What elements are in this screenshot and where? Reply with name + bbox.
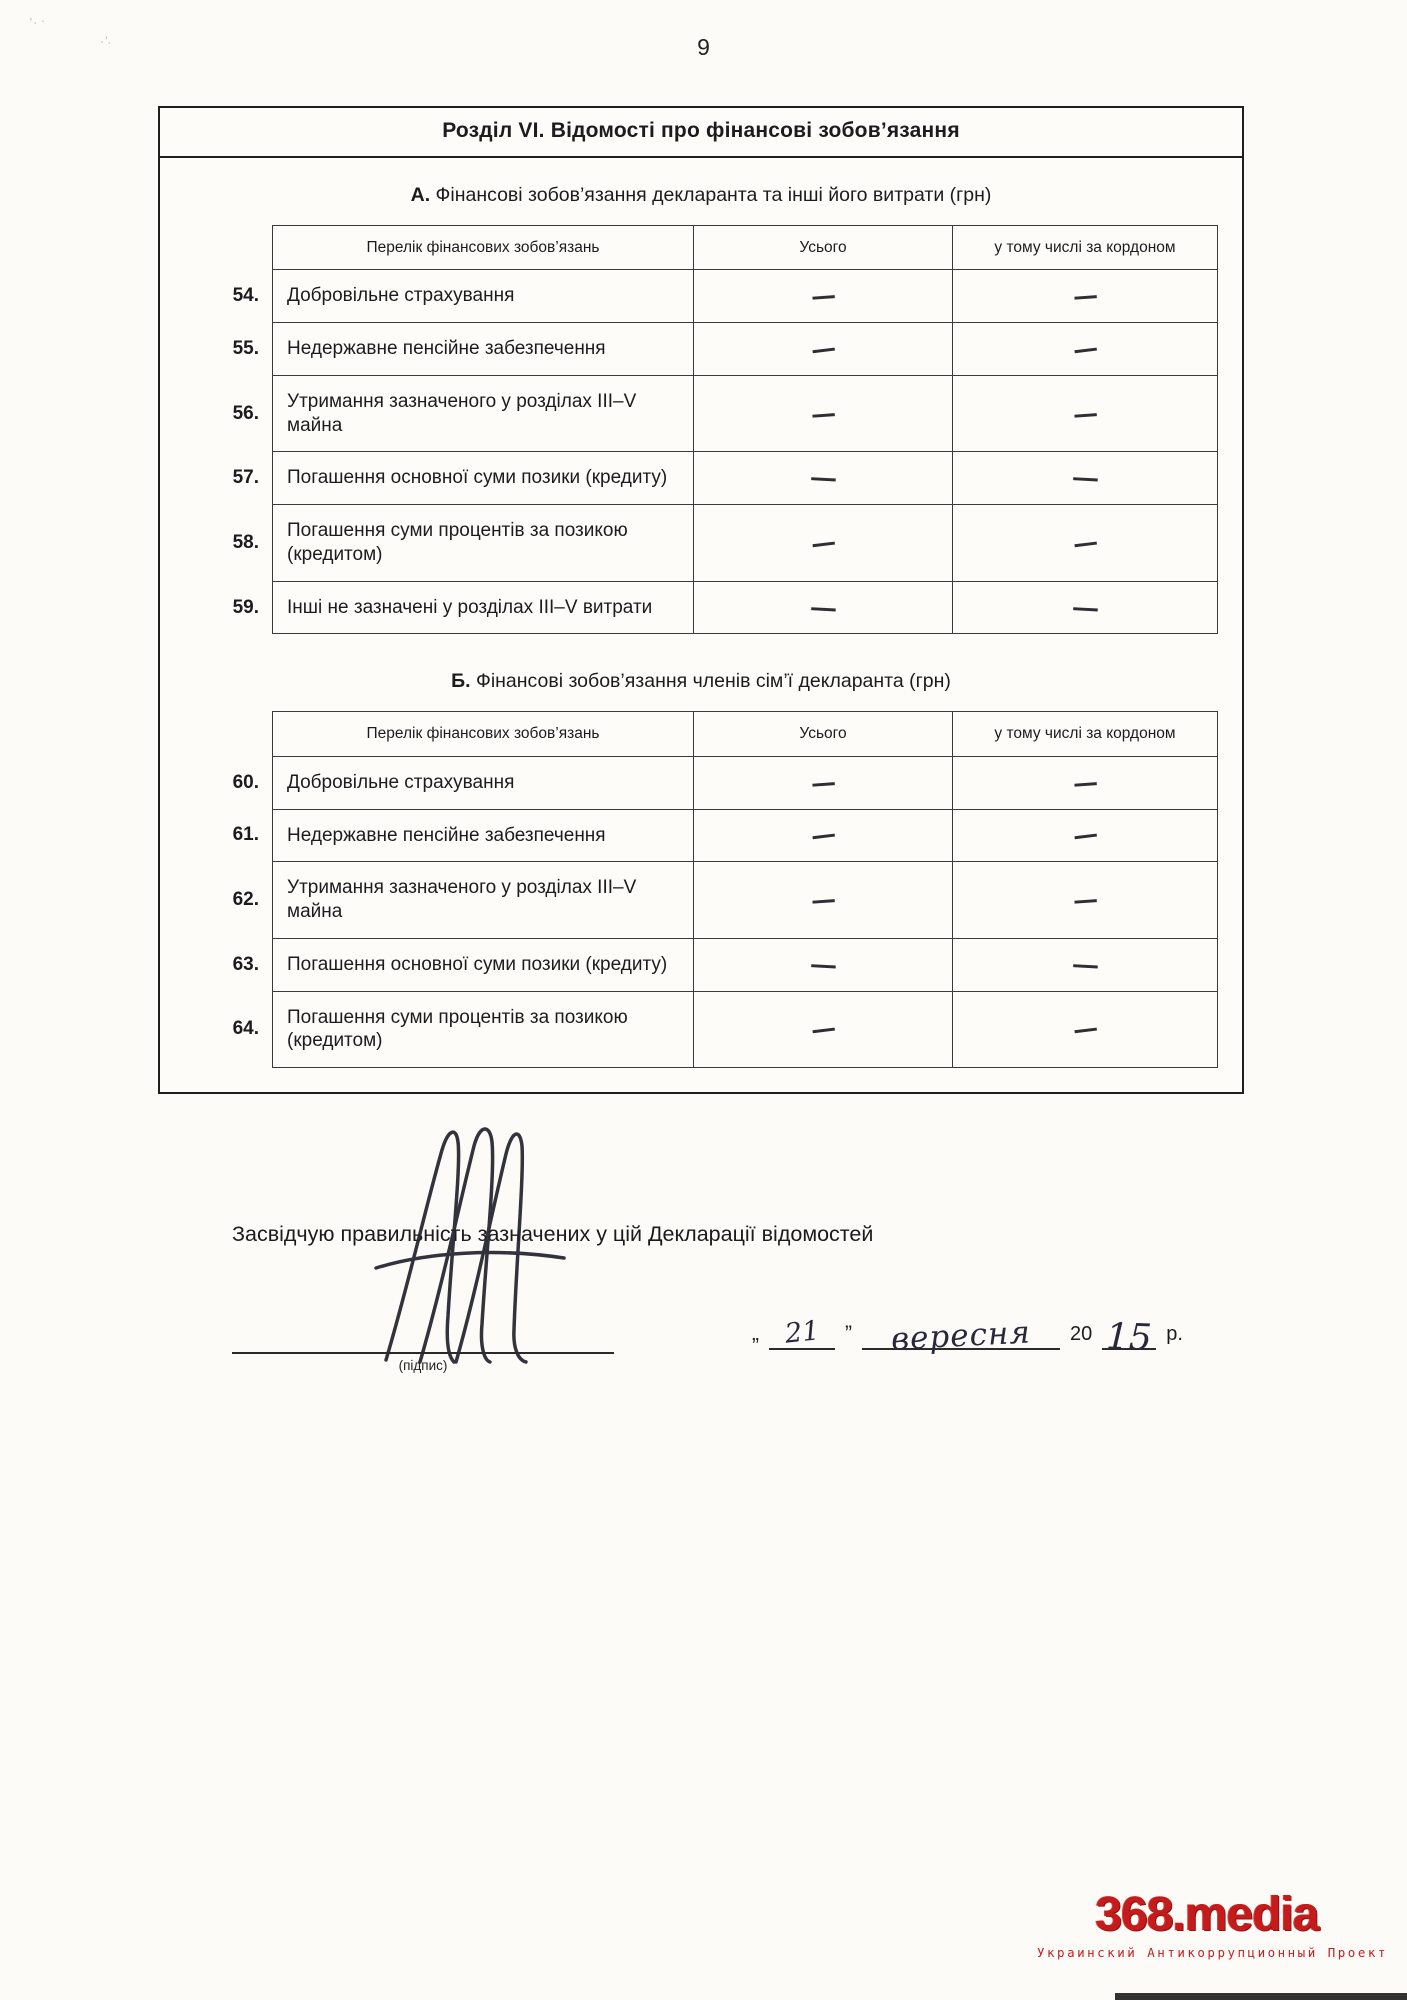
column-header-list: Перелік фінансових зобов’язань	[273, 226, 694, 270]
date-quote-close: ”	[845, 1322, 852, 1345]
attestation-text: Засвідчую правильність зазначених у цій Декларації відомостей	[232, 1222, 874, 1246]
handwritten-dash: —	[809, 884, 837, 915]
date-century: 20	[1070, 1323, 1093, 1345]
handwritten-dash: —	[808, 948, 838, 980]
row-total-cell	[694, 938, 953, 991]
table-row	[200, 323, 1218, 376]
date-year-slot	[1102, 1300, 1156, 1359]
row-number: 56.	[232, 402, 259, 424]
handwritten-dash: —	[1070, 332, 1100, 365]
table-row	[200, 991, 1218, 1068]
row-label: Добровільне страхування	[273, 756, 694, 809]
part-b-letter: Б.	[451, 670, 471, 693]
handwritten-dash: —	[809, 280, 837, 312]
handwritten-dash: —	[1070, 526, 1100, 559]
handwritten-dash: —	[1071, 884, 1099, 915]
handwritten-dash: —	[809, 397, 837, 429]
handwritten-dash: —	[1071, 397, 1099, 429]
handwritten-dash: —	[1071, 766, 1099, 798]
part-b-title-text: Фінансові зобов’язання членів сім’ї декларанта (грн)	[470, 670, 951, 693]
row-number: 60.	[232, 771, 259, 793]
header-spacer	[200, 712, 273, 756]
handwritten-dash: —	[1071, 280, 1099, 312]
row-abroad-cell	[953, 809, 1218, 862]
handwritten-dash: —	[808, 462, 838, 493]
row-label: Інші не зазначені у розділах III–V витрати	[273, 581, 694, 634]
handwritten-dash: —	[1070, 1012, 1100, 1045]
row-number: 58.	[232, 531, 259, 553]
table-part-b	[200, 711, 1218, 1068]
row-label: Погашення основної суми позики (кредиту)	[273, 452, 694, 505]
row-label: Недержавне пенсійне забезпечення	[273, 323, 694, 376]
row-number: 59.	[232, 596, 259, 618]
handwritten-dash: —	[808, 526, 838, 559]
table-row	[200, 375, 1218, 452]
column-header-total: Усього	[694, 712, 953, 756]
watermark-logo: 368.media	[1095, 1888, 1319, 1941]
handwritten-dash: —	[808, 332, 838, 365]
date-month-slot	[862, 1300, 1060, 1358]
row-abroad-cell	[953, 756, 1218, 809]
row-number: 63.	[232, 953, 259, 975]
column-header-abroad: у тому числі за кордоном	[953, 226, 1218, 270]
row-total-cell	[694, 323, 953, 376]
row-total-cell	[694, 991, 953, 1068]
part-b-title	[170, 670, 1232, 693]
row-total-cell	[694, 581, 953, 634]
table-row	[200, 581, 1218, 634]
row-number: 55.	[232, 338, 259, 359]
handwritten-dash: —	[808, 591, 838, 623]
header-spacer	[200, 226, 273, 270]
page-number: 9	[697, 34, 710, 60]
row-total-cell	[694, 756, 953, 809]
table-row	[200, 452, 1218, 505]
column-header-total: Усього	[694, 226, 953, 270]
handwritten-dash: —	[1070, 462, 1100, 493]
table-row	[200, 756, 1218, 809]
scan-edge-artifact	[1115, 1993, 1407, 2000]
table-row	[200, 938, 1218, 991]
table-row	[200, 862, 1218, 939]
handwritten-dash: —	[808, 1012, 838, 1045]
row-total-cell	[694, 452, 953, 505]
table-row	[200, 809, 1218, 862]
date-line	[752, 1300, 1183, 1359]
row-label: Погашення суми процентів за позикою (кредитом)	[273, 505, 694, 582]
scan-artifact: ʼ· ·	[28, 12, 47, 31]
signature-line	[232, 1352, 614, 1354]
row-abroad-cell	[953, 452, 1218, 505]
date-suffix: р.	[1166, 1323, 1183, 1345]
column-header-list: Перелік фінансових зобов’язань	[273, 712, 694, 756]
row-label: Добровільне страхування	[273, 270, 694, 323]
row-abroad-cell	[953, 505, 1218, 582]
signature-caption: (підпис)	[398, 1358, 448, 1373]
column-header-abroad: у тому числі за кордоном	[953, 712, 1218, 756]
watermark-subtitle: Украинский Антикоррупционный Проект	[1037, 1945, 1388, 1960]
row-number: 64.	[232, 1018, 259, 1040]
handwritten-dash: —	[1070, 591, 1100, 623]
watermark	[1037, 1888, 1388, 1960]
part-a-title-text: Фінансові зобов’язання декларанта та інші його витрати (грн)	[430, 184, 992, 206]
row-number: 57.	[232, 467, 259, 489]
row-total-cell	[694, 375, 953, 452]
table-row	[200, 505, 1218, 582]
handwritten-dash: —	[809, 766, 837, 798]
row-total-cell	[694, 505, 953, 582]
table-a-header-row	[200, 226, 1218, 270]
row-number: 61.	[232, 824, 259, 846]
table-row	[200, 270, 1218, 323]
row-number: 54.	[232, 285, 259, 307]
row-total-cell	[694, 270, 953, 323]
row-number: 62.	[232, 889, 259, 910]
row-label: Утримання зазначеного у розділах III–V майна	[273, 862, 694, 939]
section-vi-box	[158, 106, 1244, 1094]
row-abroad-cell	[953, 938, 1218, 991]
row-label: Погашення основної суми позики (кредиту)	[273, 938, 694, 991]
row-abroad-cell	[953, 581, 1218, 634]
date-quote-open: „	[752, 1322, 759, 1345]
handwritten-dash: —	[808, 818, 838, 851]
scan-artifact: ·ʼ·	[99, 33, 113, 50]
handwritten-day: 21	[783, 1315, 821, 1350]
date-day-slot	[769, 1300, 835, 1350]
row-label: Недержавне пенсійне забезпечення	[273, 809, 694, 862]
handwritten-dash: —	[1070, 948, 1100, 980]
row-label: Погашення суми процентів за позикою (кредитом)	[273, 991, 694, 1068]
handwritten-year: 15	[1105, 1316, 1153, 1359]
row-label: Утримання зазначеного у розділах III–V майна	[273, 375, 694, 452]
table-b-header-row	[200, 712, 1218, 756]
part-a-letter: А.	[410, 184, 431, 206]
table-part-a	[200, 225, 1218, 634]
row-total-cell	[694, 862, 953, 939]
row-abroad-cell	[953, 270, 1218, 323]
part-a-title	[170, 184, 1232, 207]
row-abroad-cell	[953, 862, 1218, 939]
row-total-cell	[694, 809, 953, 862]
section-title: Розділ VI. Відомості про фінансові зобов’язання	[160, 108, 1242, 158]
row-abroad-cell	[953, 323, 1218, 376]
handwritten-month: вересня	[890, 1314, 1032, 1358]
handwritten-dash: —	[1070, 818, 1100, 851]
row-abroad-cell	[953, 991, 1218, 1068]
row-abroad-cell	[953, 375, 1218, 452]
